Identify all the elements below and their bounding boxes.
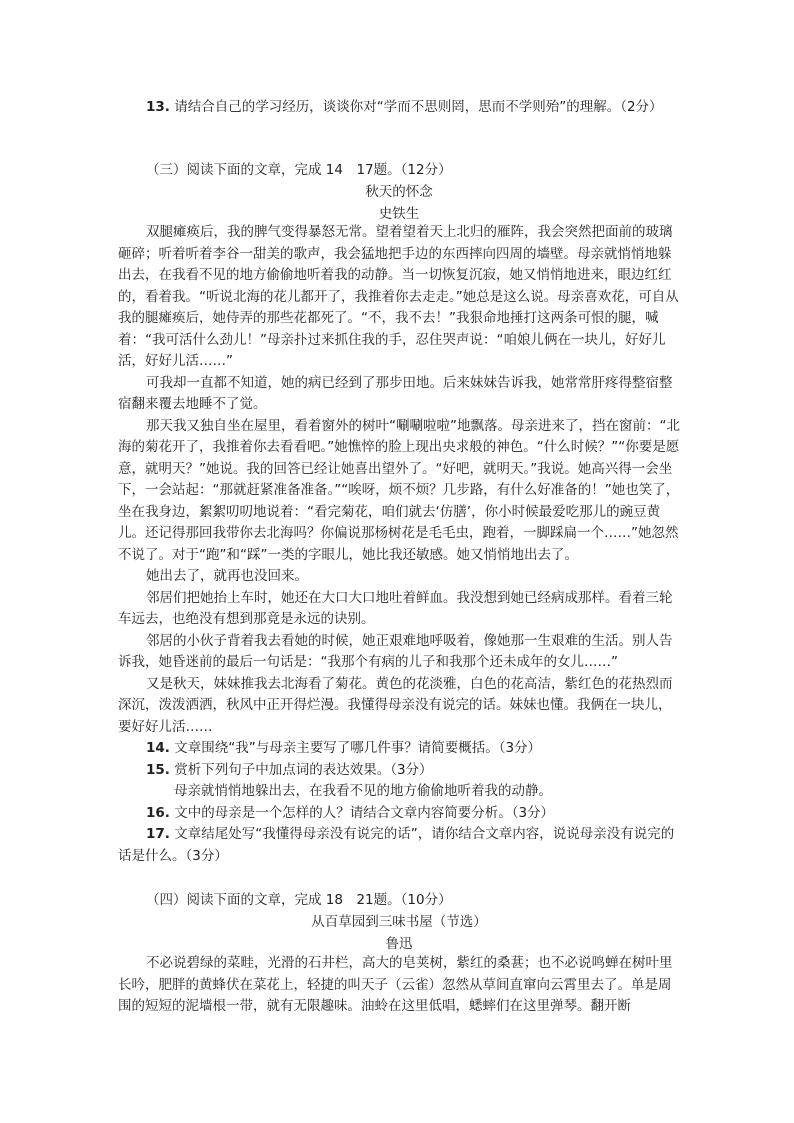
paragraph: 可我却一直都不知道，她的病已经到了那步田地。后来妹妹告诉我，她常常肝疼得整宿整宿翻来覆去地睡不了觉。 [118,374,673,412]
paragraph: 邻居们把她抬上车时，她还在大口大口地吐着鲜血。我没想到她已经病成那样。看着三轮车远去，也绝没有想到那竟是永远的诀别。 [118,589,673,627]
article-body [118,222,680,867]
question-number: 14. [146,740,170,756]
quoted-sentence: 母亲就悄悄地躲出去，在我看不见的地方偷偷地听着我的动静。 [174,783,552,799]
paragraph: 双腿瘫痪后，我的脾气变得暴怒无常。望着望着天上北归的雁阵，我会突然把面前的玻璃砸碎；听着听着李谷一甜美的歌声，我会猛地把手边的东西摔向四周的墙壁。母亲就悄悄地躲出去，在我看不见的地方偷偷地听着我的动静。当一切恢复沉寂，她又悄悄地进来，眼边红红的，看着我。“听说北海的花儿都开了，我推着你去走走。”她总是这么说。母亲喜欢花，可自从我的腿瘫痪后，她侍弄的那些花都死了。“不，我不去！”我狠命地捶打这两条可恨的腿，喊着：“我可活什么劲儿！”母亲扑过来抓住我的手，忍住哭声说：“咱娘儿俩在一块儿，好好儿活，好好儿活……” [118,224,679,369]
question-text: 请结合自己的学习经历，谈谈你对“学而不思则罔，思而不学则殆”的理解。（2分） [174,99,663,115]
question-16 [118,803,680,825]
section-4-header: （四）阅读下面的文章，完成 18 21题。（10分） [146,892,452,908]
article-title: 秋天的怀念 [365,184,433,200]
section-3-header: （三）阅读下面的文章，完成 14 17题。（12分） [146,162,452,178]
article-title: 从百草园到三味书屋（节选） [311,914,487,930]
question-14 [118,738,680,760]
paragraph: 她出去了，就再也没回来。 [146,568,308,584]
question-text: 文中的母亲是一个怎样的人？请结合文章内容简要分析。（3分） [174,804,555,821]
question-17 [118,824,680,867]
question-number: 16. [146,804,170,821]
question-text: 文章结尾处写“我懂得母亲没有说完的话”，请你结合文章内容，说说母亲没有说完的话是什么。（3分） [118,826,675,864]
paragraph: 又是秋天，妹妹推我去北海看了菊花。黄色的花淡雅，白色的花高洁，紫红色的花热烈而深沉，泼泼洒洒，秋风中正开得烂漫。我懂得母亲没有说完的话。妹妹也懂。我俩在一块儿，要好好儿活…… [118,675,673,735]
paragraph: 邻居的小伙子背着我去看她的时候，她正艰难地呼吸着，像她那一生艰难的生活。别人告诉我，她昏迷前的最后一句话是：“我那个有病的儿子和我那个还未成年的女儿……” [118,632,673,670]
paragraph: 不必说碧绿的菜畦，光滑的石井栏，高大的皂荚树，紫红的桑葚；也不必说鸣蝉在树叶里长吟，肥胖的黄蜂伏在菜花上，轻捷的叫天子（云雀）忽然从草间直窜向云霄里去了。单是周围的短短的泥墙根一带，就有无限趣味。油蛉在这里低唱，蟋蟀们在这里弹琴。翻开断 [118,955,673,1014]
article-body [118,953,680,1018]
question-number: 17. [146,826,170,842]
article-author: 鲁迅 [385,936,413,952]
article-author: 史铁生 [378,206,420,222]
question-number: 15. [146,761,170,778]
question-text: 文章围绕“我”与母亲主要写了哪几件事？请简要概括。（3分） [174,740,542,756]
question-13 [118,97,680,119]
question-number: 13. [146,99,170,115]
question-text: 赏析下列句子中加点词的表达效果。（3分） [174,761,433,778]
question-15 [118,760,680,782]
paragraph: 那天我又独自坐在屋里，看着窗外的树叶“唰唰啦啦”地飘落。母亲进来了，挡在窗前：“北海的菊花开了，我推着你去看看吧。”她憔悴的脸上现出央求般的神色。“什么时候？”“你要是愿意，就明天？”她说。我的回答已经让她喜出望外了。“好吧，就明天。”我说。她高兴得一会坐下，一会站起：“那就赶紧准备准备。”“唉呀，烦不烦？几步路，有什么好准备的！”她也笑了，坐在我身边，絮絮叨叨地说着：“看完菊花，咱们就去‘仿膳’，你小时候最爱吃那儿的豌豆黄儿。还记得那回我带你去北海吗？你偏说那杨树花是毛毛虫，跑着，一脚踩扁一个……”她忽然不说了。对于“跑”和“踩”一类的字眼儿，她比我还敏感。她又悄悄地出去了。 [118,417,680,563]
